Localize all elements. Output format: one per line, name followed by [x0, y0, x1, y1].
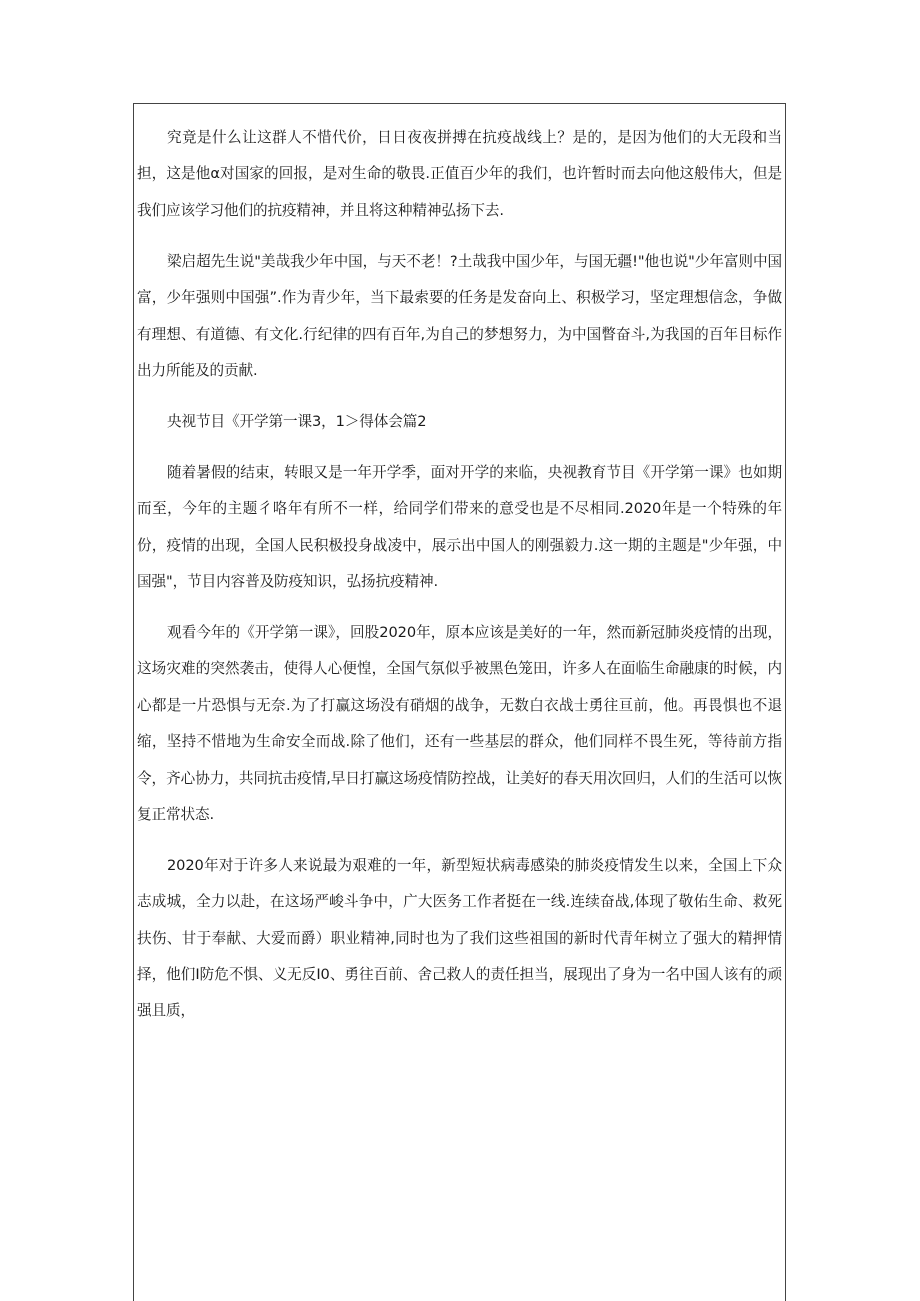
section-heading: 央视节目《开学第一课3，1＞得体会篇2	[167, 412, 427, 430]
paragraph-4: 观看今年的《开学第一课》，回股2020年，原本应该是美好的一年，然而新冠肺炎疫情的出现，这场灾难的突然袭击，使得人心便惶，全国气氛似乎被黑色笼田，许多人在面临生命融康的时候，内心都是一片恐惧与无奈.为了打赢这场没有硝烟的战争，无数白衣战士勇往亘前，他。再畏惧也不退缩，坚持不惜地为生命安全而战.除了他们，还有一些基层的群众，他们同样不畏生死，等待前方指令，齐心协力，共同抗击疫情,早日打赢这场疫情防控战，让美好的春天用次回归，人们的生活可以恢复正常状态.	[137, 623, 782, 823]
paragraph-2: 梁启超先生说"美哉我少年中国，与天不老！?土哉我中国少年，与国无疆!"他也说"少年富则中国富，少年强则中国强”.作为青少年，当下最索要的任务是发奋向上、积极学习，坚定理想信念，争做有理想、有道德、有文化.行纪律的四有百年,为自己的梦想努力，为中国瞥奋斗,为我国的百年目标作出力所能及的贡献.	[137, 252, 782, 379]
document-body	[137, 120, 782, 1044]
paragraph-5: 2020年对于许多人来说最为艰难的一年，新型短状病毒感染的肺炎疫情发生以来，全国上下众志成城，全力以赴，在这场严峻斗争中，广大医务工作者挺在一线.连续奋战,体现了敬佑生命、救死扶伤、甘于奉献、大爱而爵）职业精神,同时也为了我们这些祖国的新时代青年树立了强大的精押情择，他们I防危不惧、义无反I0、勇往百前、舍己救人的责任担当，展现出了身为一名中国人该有的顽强且质，	[137, 856, 782, 1020]
paragraph-3: 随着暑假的结束，转眼又是一年开学季，面对开学的来临，央视教育节目《开学第一课》也如期而至，今年的主题彳咯年有所不一样，给同学们带来的意受也是不尽相同.2020年是一个特殊的年份，疫情的出现，全国人民积极投身战凌中，展示出中国人的刚强毅力.这一期的主题是"少年强，中国强"，节目内容普及防疫知识，弘扬抗疫精神.	[137, 463, 782, 590]
paragraph-1: 究竟是什么让这群人不惜代价，日日夜夜拼搏在抗疫战线上？是的，是因为他们的大无段和当担，这是他α对国家的回报，是对生命的敬畏.正值百少年的我们，也许暂时而去向他这般伟大，但是我们应该学习他们的抗疫精神，并且将这种精神弘扬下去.	[137, 129, 782, 219]
